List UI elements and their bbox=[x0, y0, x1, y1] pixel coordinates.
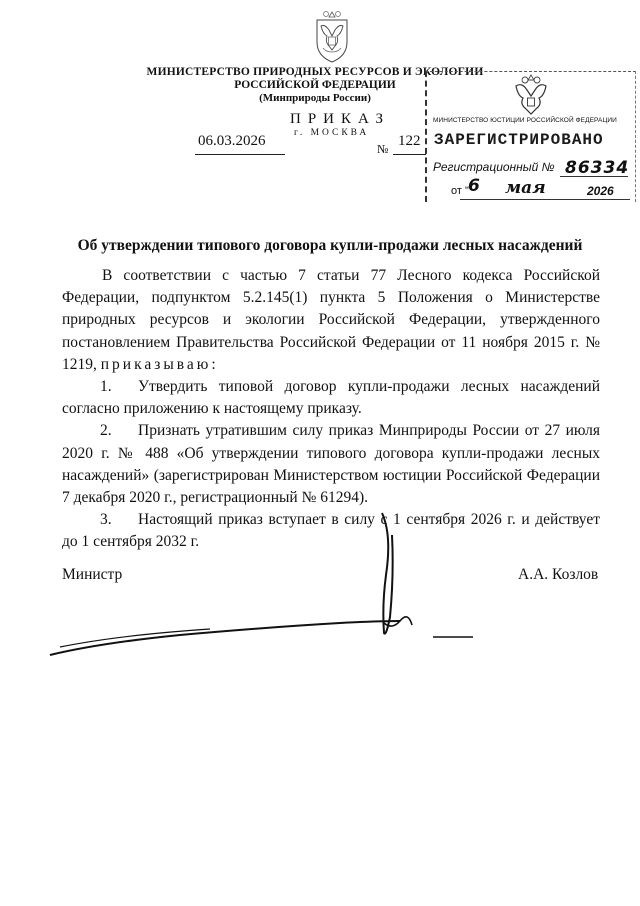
number-underline bbox=[393, 154, 426, 155]
stamp-date-underline bbox=[460, 199, 630, 200]
stamp-year-value: 2026 bbox=[587, 184, 614, 198]
list-item bbox=[62, 376, 600, 420]
order-date: 06.03.2026 bbox=[198, 133, 266, 149]
list-item bbox=[62, 420, 600, 509]
item-text: Утвердить типовой договор купли-продажи лесных насаждений согласно приложению к настоящему приказу. bbox=[62, 378, 600, 418]
signer-name: А.А. Козлов bbox=[518, 566, 599, 583]
ministry-name-line1: МИНИСТЕРСТВО ПРИРОДНЫХ РЕСУРСОВ И ЭКОЛОГИИ bbox=[146, 66, 484, 78]
stamp-month-value: мая bbox=[505, 178, 546, 198]
stamp-registered-label: ЗАРЕГИСТРИРОВАНО bbox=[434, 131, 604, 149]
item-number: 1. bbox=[100, 378, 112, 396]
ministry-short-name: (Минприроды России) bbox=[259, 92, 371, 104]
date-underline bbox=[195, 154, 285, 155]
intro-text: В соответствии с частью 7 статьи 77 Лесного кодекса Российской Федерации, подпунктом 5.2.145(1) пункта 5 Положения о Министерстве природных ресурсов и экологии Российской Федерации, утвержденного постановлением Правительства Российской Федерации от 11 ноября 2015 г. № 1219, bbox=[62, 267, 600, 373]
order-title: ПРИКАЗ bbox=[290, 111, 390, 127]
order-number: 122 bbox=[398, 133, 421, 149]
intro-paragraph bbox=[62, 265, 600, 376]
stamp-day-value: 6 bbox=[468, 176, 480, 196]
number-sign: № bbox=[377, 142, 389, 156]
stamp-from-label: от " bbox=[451, 185, 469, 197]
intro-order-word: приказываю: bbox=[100, 355, 219, 373]
stamp-regnum-underline bbox=[560, 176, 628, 177]
document-subject: Об утверждении типового договора купли-продажи лесных насаждений bbox=[77, 237, 583, 254]
stamp-regnum-value: 86334 bbox=[565, 158, 630, 178]
order-city: г. МОСКВА bbox=[294, 128, 370, 138]
signer-position: Министр bbox=[62, 566, 123, 583]
coat-of-arms-emblem bbox=[309, 6, 355, 64]
item-text: Признать утратившим силу приказ Минприроды России от 27 июля 2020 г. № 488 «Об утверждении типового договора купли-продажи лесных насаждений» (зарегистрирован Министерством юстиции Российской Федерации 7 декабря 2020 г., регистрационный № 61294). bbox=[62, 422, 600, 507]
stamp-eagle-icon bbox=[510, 74, 552, 118]
stamp-ministry-name: МИНИСТЕРСТВО ЮСТИЦИИ РОССИЙСКОЙ ФЕДЕРАЦИИ bbox=[433, 117, 617, 124]
item-number: 3. bbox=[100, 511, 112, 529]
item-number: 2. bbox=[100, 422, 112, 440]
handwritten-signature bbox=[40, 505, 510, 665]
stamp-regnum-label: Регистрационный № bbox=[433, 160, 555, 174]
signature-dash-mark bbox=[433, 635, 473, 639]
ministry-name-line2: РОССИЙСКОЙ ФЕДЕРАЦИИ bbox=[234, 79, 396, 91]
item-text: Настоящий приказ вступает в силу с 1 сентября 2026 г. и действует до 1 сентября 2032 г. bbox=[62, 511, 600, 551]
